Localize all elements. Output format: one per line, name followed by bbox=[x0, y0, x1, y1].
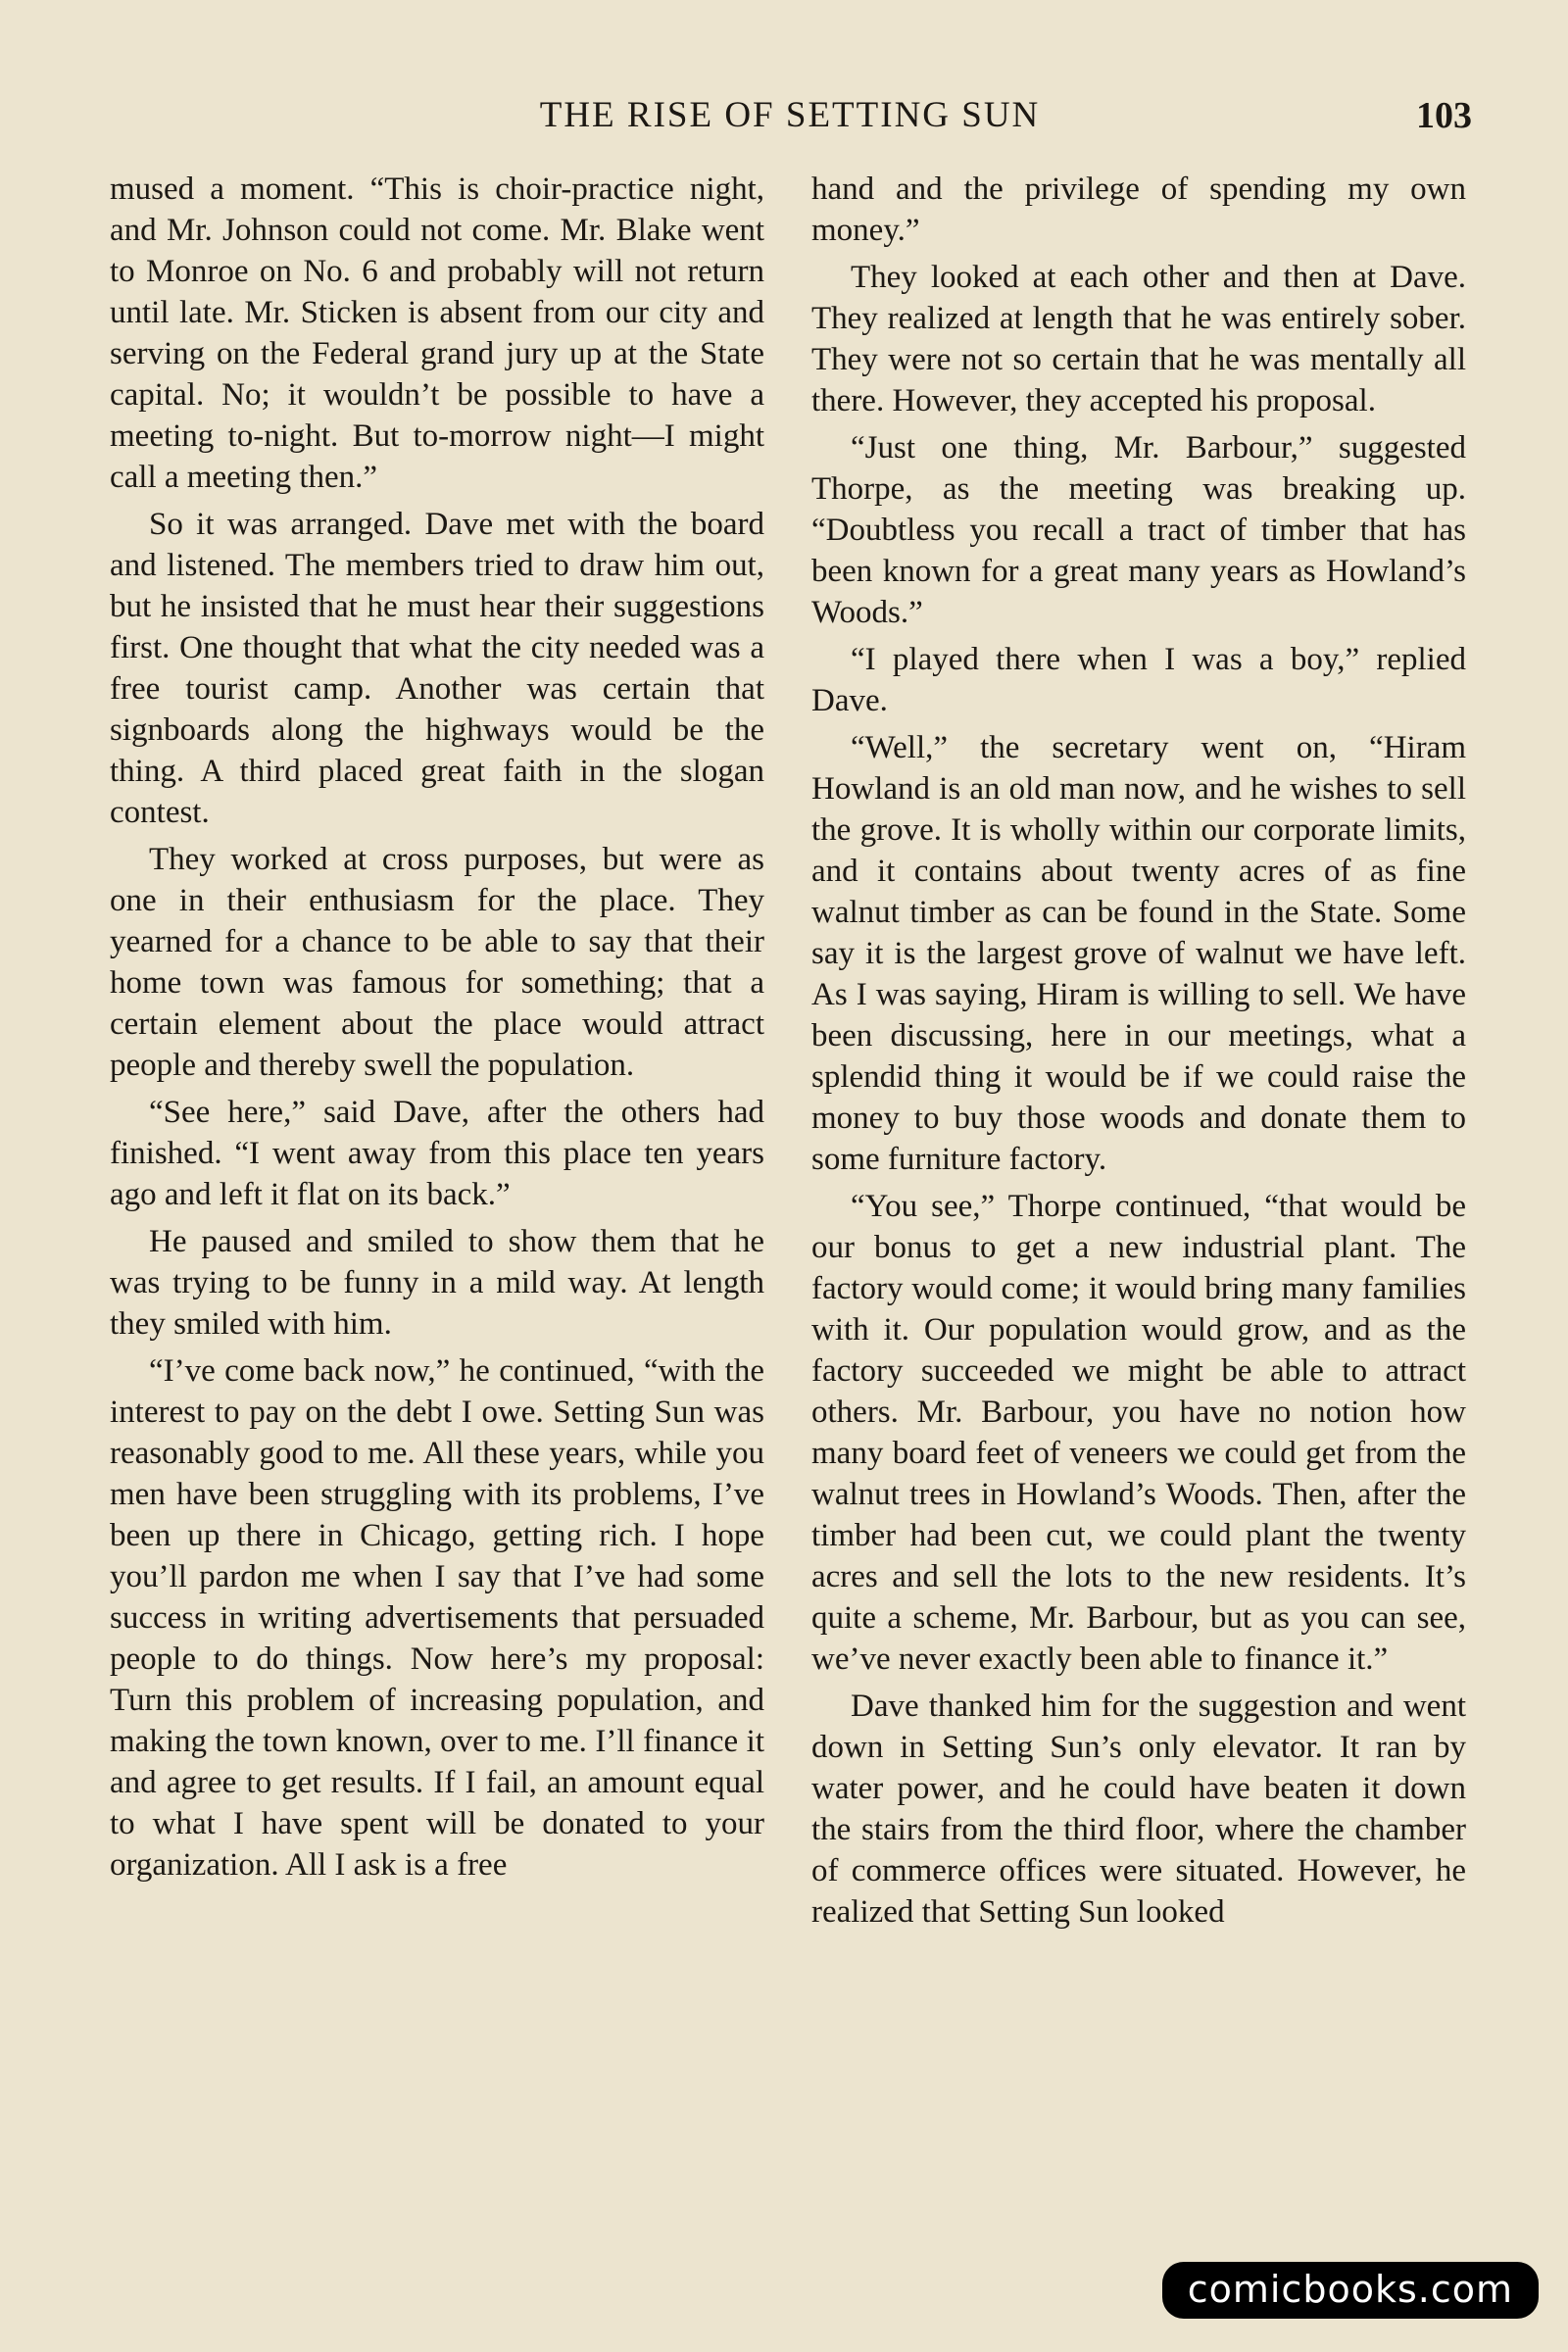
paragraph: “I played there when I was a boy,” replied Dave. bbox=[811, 642, 1466, 718]
watermark: comicbooks.com bbox=[1162, 2262, 1539, 2319]
paragraph: “Just one thing, Mr. Barbour,” suggested Thorpe, as the meeting was breaking up. “Doubtless you recall a tract of timber that has been known for a great many years as Howland’s Woods.” bbox=[811, 430, 1466, 630]
right-text-column bbox=[811, 169, 1466, 1938]
page-number: 103 bbox=[1416, 95, 1472, 136]
paragraph: “Well,” the secretary went on, “Hiram Howland is an old man now, and he wishes to sell the grove. It is wholly within our corporate limits, and it contains about twenty acres of as fine walnut timber as can be found in the State. Some say it is the largest grove of walnut we have left. As I was saying, Hiram is willing to sell. We have been discussing, here in our meetings, what a splendid thing it would be if we could raise the money to buy those woods and donate them to some furniture factory. bbox=[811, 730, 1466, 1177]
paragraph: So it was arranged. Dave met with the board and listened. The members tried to draw him out, but he insisted that he must hear their suggestions first. One thought that what the city needed was a free tourist camp. Another was certain that signboards along the highways would be the thing. A third placed great faith in the slogan contest. bbox=[110, 507, 764, 830]
paragraph: They worked at cross purposes, but were as one in their enthusiasm for the place. They yearned for a chance to be able to say that their home town was famous for something; that a certain element about the place would attract people and thereby swell the population. bbox=[110, 842, 764, 1083]
paragraph: “I’ve come back now,” he continued, “with the interest to pay on the debt I owe. Setting Sun was reasonably good to me. All these years, while you men have been struggling with its problems, I’ve been up there in Chicago, getting rich. I hope you’ll pardon me when I say that I’ve had some success in writing advertisements that persuaded people to do things. Now here’s my proposal: Turn this problem of increasing population, and making the town known, over to me. I’ll finance it and agree to get results. If I fail, an amount equal to what I have spent will be donated to your organization. All I ask is a free bbox=[110, 1353, 764, 1883]
paragraph: “See here,” said Dave, after the others had finished. “I went away from this place ten years ago and left it flat on its back.” bbox=[110, 1095, 764, 1212]
paragraph: hand and the privilege of spending my own money.” bbox=[811, 172, 1466, 248]
page-header bbox=[108, 94, 1472, 149]
running-title: THE RISE OF SETTING SUN bbox=[539, 95, 1041, 135]
paragraph: Dave thanked him for the suggestion and went down in Setting Sun’s only elevator. It ran by water power, and he could have beaten it down the stairs from the third floor, where the chamber of commerce offices were situated. However, he realized that Setting Sun looked bbox=[811, 1689, 1466, 1930]
left-text-column bbox=[110, 169, 764, 1891]
paragraph: He paused and smiled to show them that he was trying to be funny in a mild way. At length they smiled with him. bbox=[110, 1224, 764, 1342]
paragraph: “You see,” Thorpe continued, “that would be our bonus to get a new industrial plant. The factory would come; it would bring many families with it. Our population would grow, and as the factory succeeded we might be able to attract others. Mr. Barbour, you have no notion how many board feet of veneers we could get from the walnut trees in Howland’s Woods. Then, after the timber had been cut, we could plant the twenty acres and sell the lots to the new residents. It’s quite a scheme, Mr. Barbour, but as you can see, we’ve never exactly been able to finance it.” bbox=[811, 1189, 1466, 1677]
paragraph: mused a moment. “This is choir-practice night, and Mr. Johnson could not come. Mr. Blake went to Monroe on No. 6 and probably will not return until late. Mr. Sticken is absent from our city and serving on the Federal grand jury up at the State capital. No; it wouldn’t be possible to have a meeting to-night. But to-morrow night—I might call a meeting then.” bbox=[110, 172, 764, 495]
paragraph: They looked at each other and then at Dave. They realized at length that he was entirely sober. They were not so certain that he was mentally all there. However, they accepted his proposal. bbox=[811, 260, 1466, 418]
